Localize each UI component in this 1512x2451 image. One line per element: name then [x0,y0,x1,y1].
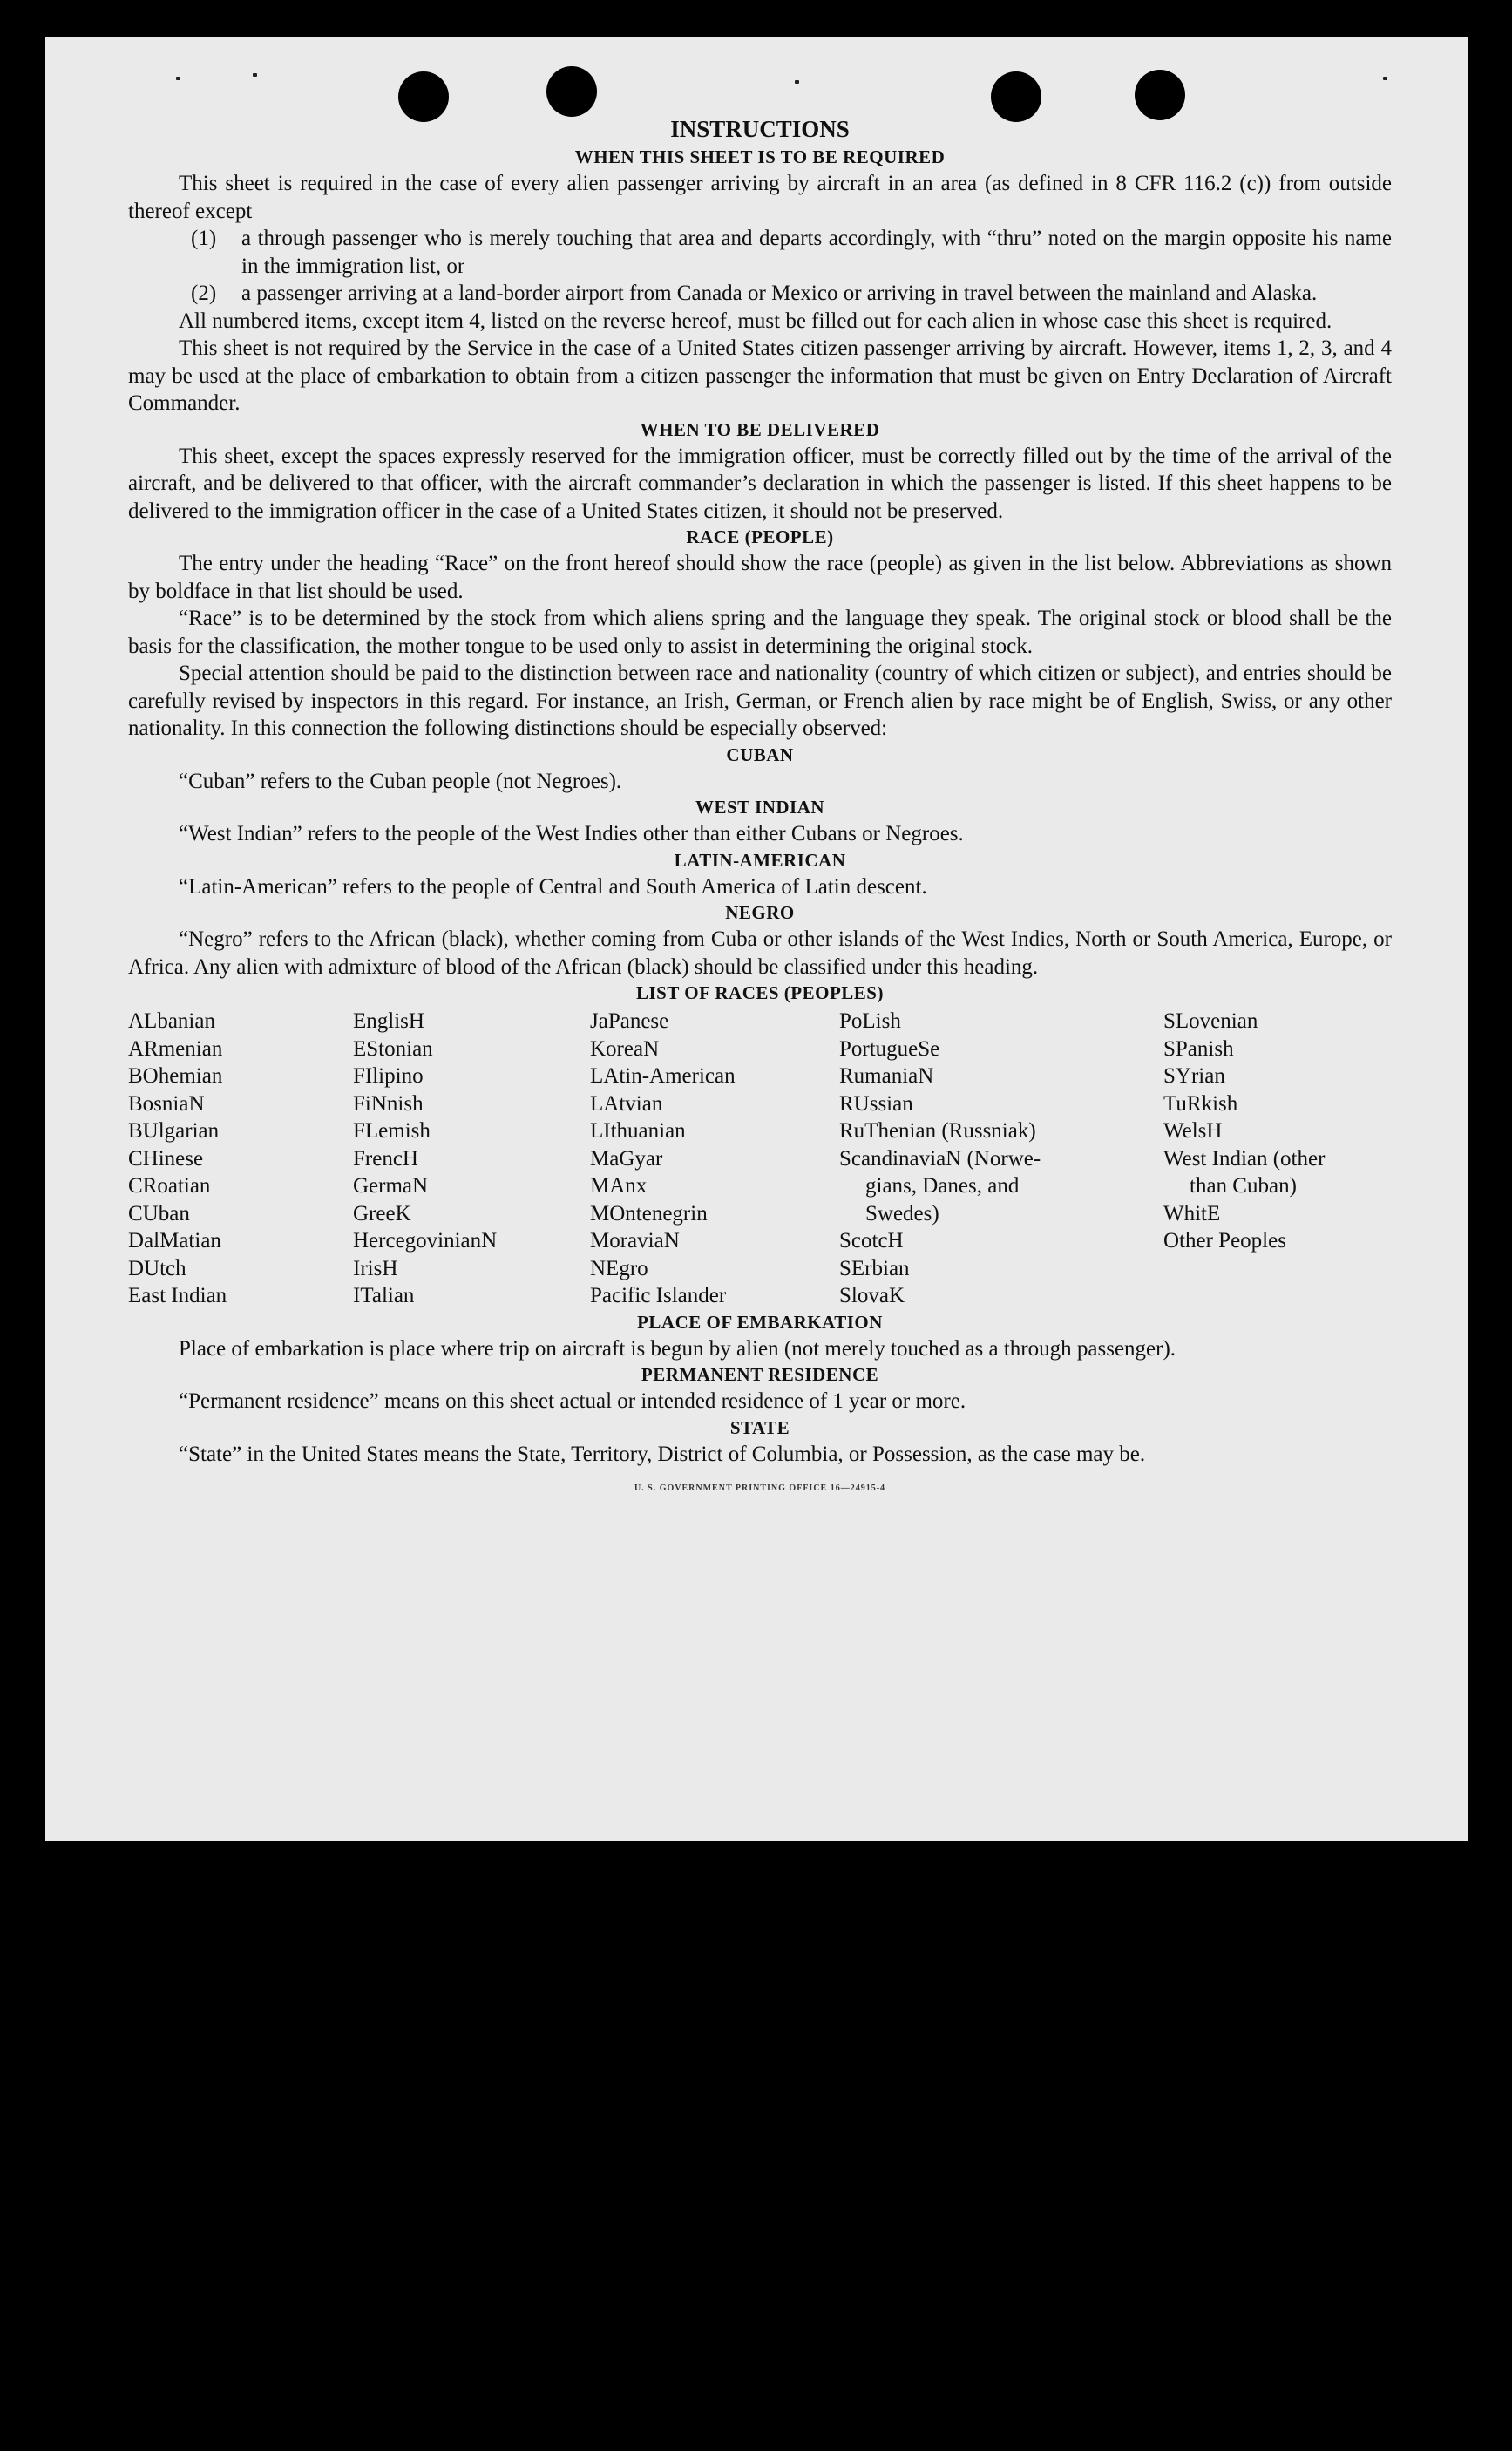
race-entry: FIlipino [353,1064,424,1088]
race-entry: SPanish [1163,1036,1234,1061]
document-sheet [45,37,1468,1841]
punch-hole [546,66,597,117]
races-column [1163,1008,1392,1310]
race-entry: BUlgarian [128,1119,220,1143]
race-entry: SErbian [839,1256,910,1280]
race-entry: DUtch [128,1256,186,1280]
races-table [128,1008,1392,1310]
race-entry: gians, Danes, and [865,1174,1020,1198]
paragraph: This sheet is not required by the Service in the case of a United States citizen passenger arriving by aircraft. However, items 1, 2, 3, and 4 may be used at the place of embarkation to obtain from a citizen passenger the information that must be given on Entry Declaration of Aircraft Commander. [128,336,1392,415]
section-heading: CUBAN [726,743,794,765]
race-entry: MoraviaN [590,1229,680,1253]
race-entry: LAtvian [590,1091,663,1116]
race-entry: HercegovinianN [353,1229,498,1253]
section-heading: PERMANENT RESIDENCE [641,1364,879,1385]
list-number: (2) [191,282,217,305]
race-entry: SLovenian [1163,1009,1258,1033]
section-heading: NEGRO [725,902,795,923]
section-heading: STATE [729,1416,790,1438]
list-item [128,280,1392,308]
race-entry: BosniaN [128,1091,205,1116]
races-column [839,1008,1163,1310]
race-entry: than Cuban) [1190,1174,1297,1198]
paragraph: “State” in the United States means the State, Territory, District of Columbia, or Possession, as the case may be. [179,1442,1146,1466]
race-entry: MOntenegrin [590,1201,708,1226]
list-number: (1) [191,227,217,250]
paragraph: This sheet, except the spaces expressly reserved for the immigration officer, must be correctly filled out by the time of the arrival of the aircraft, and be delivered to that officer, with the aircraft commander’s declaration in which the passenger is listed. If this sheet happens to be delivered to the immigration officer in the case of a United States citizen, it should not be preserved. [128,444,1392,523]
list-text: a through passenger who is merely touching that area and departs accordingly, with “thru” noted on the margin opposite his name in the immigration list, or [241,227,1392,278]
section-heading: LATIN-AMERICAN [674,849,846,871]
paragraph: The entry under the heading “Race” on the front hereof should show the race (people) as given in the list below. Abbreviations as shown by boldface in that list should be used. [128,552,1392,603]
race-entry: LIthuanian [590,1119,686,1143]
paragraph: “West Indian” refers to the people of the West Indies other than either Cubans or Negroes. [179,822,964,845]
paragraph: Special attention should be paid to the distinction between race and nationality (country of which citizen or subject), and entries should be carefully revised by inspectors in this regard. For instance, an Irish, German, or French alien by race might be of English, Swiss, or any other nationality. In this connection the following distinctions should be especially observed: [128,662,1392,740]
race-entry: ALbanian [128,1009,215,1033]
section-heading: WHEN THIS SHEET IS TO BE REQUIRED [574,146,946,167]
speck [176,77,180,80]
race-entry: IrisH [353,1256,398,1280]
race-entry: RumaniaN [839,1064,934,1088]
race-entry: RUssian [839,1091,913,1116]
speck [253,73,257,77]
races-column [353,1008,590,1310]
speck [1383,77,1387,80]
race-entry: DalMatian [128,1229,221,1253]
paragraph: “Negro” refers to the African (black), whether coming from Cuba or other islands of the West Indies, North or South America, Europe, or Africa. Any alien with admixture of blood of the African (black) should be classified under this heading. [128,927,1392,979]
race-entry: ITalian [353,1284,415,1307]
race-entry: PoLish [839,1009,901,1033]
race-entry: SYrian [1163,1064,1225,1088]
races-column [128,1008,353,1310]
paragraph: “Permanent residence” means on this sheet actual or intended residence of 1 year or more. [179,1389,966,1413]
list-text: a passenger arriving at a land-border airport from Canada or Mexico or arriving in travel between the mainland and Alaska. [241,282,1318,305]
section-heading: WEST INDIAN [695,797,825,818]
race-entry: NEgro [590,1256,648,1280]
race-entry: CHinese [128,1146,204,1171]
section-heading: RACE (PEOPLE) [686,526,834,547]
race-entry: ScandinaviaN (Norwe- [839,1146,1041,1171]
paragraph: “Latin-American” refers to the people of Central and South America of Latin descent. [179,874,927,899]
race-entry: East Indian [128,1284,227,1307]
race-entry: West Indian (other [1163,1146,1326,1171]
race-entry: RuThenian (Russniak) [839,1119,1036,1143]
race-entry: FrencH [353,1146,418,1171]
paragraph: All numbered items, except item 4, listed on the reverse hereof, must be filled out for each alien in whose case this sheet is required. [179,309,1332,333]
section-heading: PLACE OF EMBARKATION [637,1311,883,1333]
race-entry: JaPanese [590,1009,669,1033]
section-heading: LIST OF RACES (PEOPLES) [636,982,884,1003]
list-item [128,225,1392,280]
race-entry: SlovaK [839,1284,905,1307]
race-entry: ARmenian [128,1036,223,1061]
race-entry: WelsH [1163,1119,1223,1143]
race-entry: FLemish [353,1119,431,1143]
race-entry: CUban [128,1201,190,1226]
race-entry: KoreaN [590,1036,660,1061]
page-title: INSTRUCTIONS [670,116,850,142]
speck [795,80,799,84]
race-entry: Swedes) [865,1201,939,1226]
race-entry: EStonian [353,1036,433,1061]
printing-office-footer: U. S. GOVERNMENT PRINTING OFFICE 16—24915-4 [634,1484,886,1493]
race-entry: CRoatian [128,1174,211,1198]
race-entry: EnglisH [353,1009,424,1033]
race-entry: BOhemian [128,1064,223,1088]
paragraph: Place of embarkation is place where trip on aircraft is begun by alien (not merely touched as a through passenger). [179,1336,1176,1361]
paragraph: “Race” is to be determined by the stock from which aliens spring and the language they speak. The original stock or blood shall be the basis for the classification, the mother tongue to be used only to assist in determining the original stock. [128,607,1392,658]
race-entry: LAtin-American [590,1064,736,1088]
races-column [590,1008,839,1310]
race-entry: ScotcH [839,1229,904,1253]
paragraph: “Cuban” refers to the Cuban people (not Negroes). [179,769,622,793]
race-entry: TuRkish [1163,1091,1238,1116]
race-entry: GermaN [353,1174,429,1198]
race-entry: GreeK [353,1201,411,1226]
instructions-body [128,113,1392,1503]
race-entry: FiNnish [353,1091,424,1116]
race-entry: MAnx [590,1174,648,1198]
race-entry: WhitE [1163,1201,1221,1226]
race-entry: Other Peoples [1163,1229,1286,1253]
race-entry: PortugueSe [839,1036,940,1061]
section-heading: WHEN TO BE DELIVERED [640,418,880,440]
paragraph: This sheet is required in the case of every alien passenger arriving by aircraft in an area (as defined in 8 CFR 116.2 (c)) from outside thereof except [128,172,1392,223]
race-entry: Pacific Islander [590,1284,727,1307]
race-entry: MaGyar [590,1146,663,1171]
